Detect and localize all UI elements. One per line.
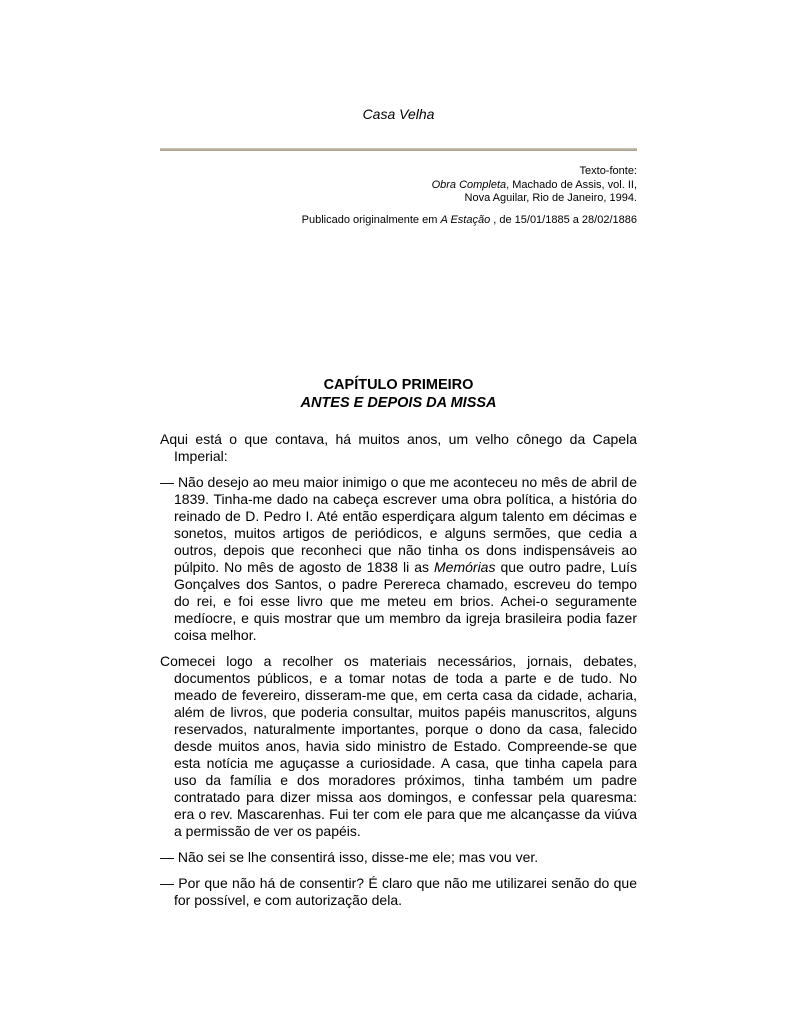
source-work-title: Obra Completa <box>431 178 507 191</box>
body-text <box>160 431 637 909</box>
paragraph-intro: Aqui está o que contava, há muitos anos, um velho cônego da Capela Imperial: <box>160 431 637 464</box>
page-content <box>160 0 637 909</box>
chapter-heading: CAPÍTULO PRIMEIRO <box>323 377 474 393</box>
publication-periodical: A Estação <box>440 213 491 226</box>
paragraph-narrative: Comecei logo a recolher os materiais necessários, jornais, debates, documentos públicos, e a tomar notas de toda a parte e de tudo. No meado de fevereiro, disseram-me que, em certa casa da cidade, acharia, além de livros, que poderia consultar, muitos papéis manuscritos, alguns reservados, naturalmente importantes, porque o dono da casa, falecido desde muitos anos, havia sido ministro de Estado. Compreende-se que esta notícia me aguçasse a curiosidade. A casa, que tinha capela para uso da família e dos moradores próximos, tinha também um padre contratado para dizer missa aos domingos, e confessar pela quaresma: era o rev. Mascarenhas. Fui ter com ele para que me alcançasse da viúva a permissão de ver os papéis. <box>160 653 637 839</box>
paragraph-dialogue-3: — Por que não há de consentir? É claro que não me utilizarei senão do que for possível, e com autorização dela. <box>160 875 637 908</box>
source-work-details: , Machado de Assis, vol. II, <box>506 178 637 191</box>
publication-prefix: Publicado originalmente em <box>301 213 441 226</box>
paragraph-dialogue-1-book-title: Memórias <box>434 559 496 575</box>
book-title: Casa Velha <box>362 106 435 122</box>
publication-note <box>160 214 637 228</box>
paragraph-dialogue-1 <box>160 474 637 644</box>
horizontal-rule <box>160 148 637 151</box>
source-citation-block <box>160 165 637 206</box>
source-publisher-line: Nova Aguilar, Rio de Janeiro, 1994. <box>464 192 637 204</box>
publication-dates: , de 15/01/1885 a 28/02/1886 <box>490 213 637 226</box>
chapter-subheading: ANTES E DEPOIS DA MISSA <box>300 395 497 411</box>
paragraph-dialogue-1-part-b: que outro padre, Luís Gonçalves dos Santos, o padre Perereca chamado, escreveu do tempo do rei, e foi esse livro que me meteu em brios. Achei-o seguramente medíocre, e quis mostrar que um membro da igreja brasileira podia fazer coisa melhor. <box>174 559 637 643</box>
source-label: Texto-fonte: <box>579 165 637 177</box>
chapter-heading-block <box>160 376 637 412</box>
source-work-line <box>160 179 637 193</box>
paragraph-dialogue-1-part-a: — Não desejo ao meu maior inimigo o que me aconteceu no mês de abril de 1839. Tinha-me dado na cabeça escrever uma obra política, a história do reinado de D. Pedro I. Até então esperdiçara algum talento em décimas e sonetos, muitos artigos de periódicos, e alguns sermões, que cedia a outros, depois que reconheci que não tinha os dons indispensáveis ao púlpito. No mês de agosto de 1838 li as <box>160 474 637 575</box>
paragraph-dialogue-2: — Não sei se lhe consentirá isso, disse-me ele; mas vou ver. <box>160 849 539 865</box>
